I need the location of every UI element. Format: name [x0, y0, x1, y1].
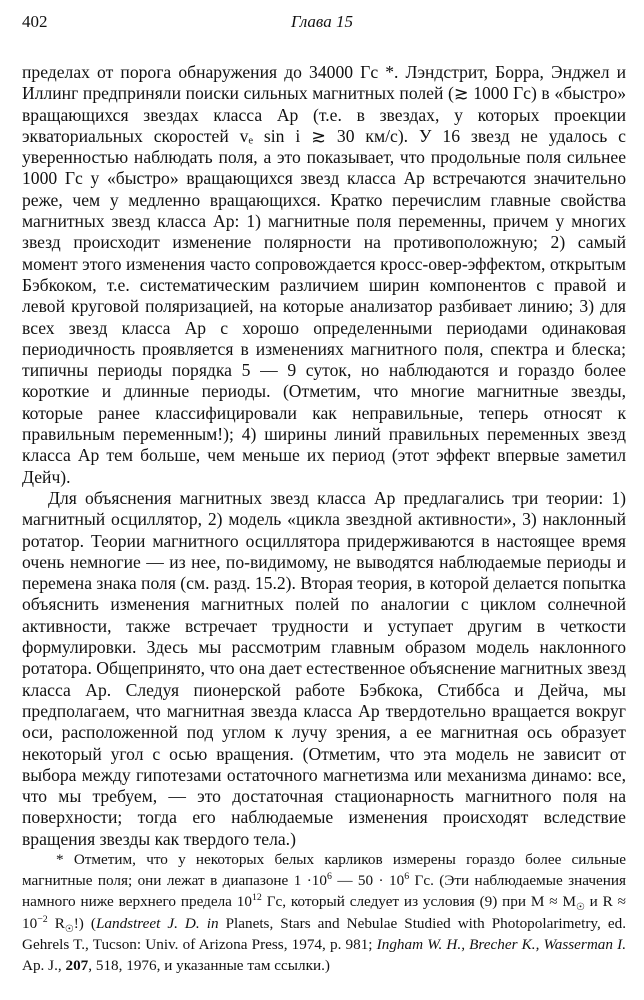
footnote-text: * Отметим, что у некоторых белых карликов измерены гораздо более сильные магнитные поля; они лежат в диапазоне $1 \cdot 10^6$ — $50 \cdot 10^6$ Гс. (Эти наблюдаемые значения намного ниже верхнего предела $10^{12}$ Гс, который следует из условия (9) при $M \approx M_☉$ и $R \approx 10^{-2}$ $R_☉$!) (Landstreet J. D. in Planets, Stars and Nebulae Studied with Photopolarimetry, ed. Gehrels T., Tucson: Univ. of Arizona Press, 1974, p. 981; Ingham W. H., Brecher K., Wasserman I. Ap. J., 207, 518, 1976, и указанные там ссылки.)	[22, 851, 627, 975]
citation-authors: Ingham W. H., Brecher K., Wasserman I.	[376, 935, 626, 953]
main-text	[22, 62, 626, 850]
journal-volume: 207	[65, 957, 89, 975]
paragraph: Для объяснения магнитных звезд класса Ар предлагались три теории: 1) магнитный осциллятор, 2) модель «цикла звездной активности», 3) наклонный ротатор. Теории магнитного осциллятора придерживаются в настоящее время очень немногие — из нее, по-видимому, не выводятся наблюдаемые периоды и перемена знака поля (см. разд. 15.2). Вторая теория, в которой делается попытка объяснить изменения магнитных полей по аналогии с циклом солнечной активности, также встречает трудности и уступает другим в четкости формулировки. Здесь мы рассмотрим главным образом модель наклонного ротатора. Общепринято, что она дает естественное объяснение магнитных звезд класса Ар. Следуя пионерской работе Бэбкока, Стиббса и Дейча, мы предполагаем, что магнитная звезда класса Ар твердотельно вращается вокруг оси, расположенной под углом к лучу зрения, а ее магнитная ось образует некоторый угол с осью вращения. (Отметим, что эта модель не зависит от выбора между гипотезами остаточного магнетизма или механизма динамо: все, что мы требуем, — это достаточная стационарность магнитного поля на поверхности; тогда его наблюдаемые изменения происходят вследствие вращения звезды как твердого тела.)	[22, 487, 626, 849]
footnote-marker: *	[56, 851, 64, 868]
paragraph: пределах от порога обнаружения до 34000 Гс *. Лэндстрит, Борра, Энджел и Иллинг предприняли поиски сильных магнитных полей (≳ 1000 Гс) в «быстро» вращающихся звездах класса Ар (т.е. в звездах, у которых проекции экваториальных скоростей vₑ sin i ≳ 30 км/с). У 16 звезд не удалось с уверенностью наблюдать поля, а это показывает, что продольные поля сильнее 1000 Гс у «быстро» вращающихся звезд класса Ар встречаются значительно реже, чем у медленно вращающихся. Кратко перечислим главные свойства магнитных звезд класса Ар: 1) магнитные поля переменны, причем у многих звезд происходит изменение полярности на противоположную; 2) самый момент этого изменения часто сопровождается кросс-овер-эффектом, открытым Бэбкоком, т.е. систематическим различием ширин компонентов с правой и левой круговой поляризацией, на которые анализатор разбивает линию; 3) для всех звезд класса Ар с хорошо определенными периодами одинаковая периодичность проявляется в изменениях магнитного поля, спектра и блеска; типичны периоды порядка 5 — 9 суток, но наблюдаются и гораздо более короткие и длинные периоды. (Отметим, что многие магнитные звезды, которые ранее классифицировали как неправильные, теперь относят к правильным переменным!); 4) ширины линий правильных переменных звезд класса Ар тем больше, чем меньше их период (этот эффект впервые заметил Дейч).	[22, 62, 626, 487]
citation-authors: Landstreet J. D. in	[95, 914, 219, 932]
chapter-title: Глава 15	[291, 12, 353, 31]
footnote	[22, 849, 626, 976]
page-number: 402	[22, 12, 48, 31]
running-header	[22, 12, 622, 36]
